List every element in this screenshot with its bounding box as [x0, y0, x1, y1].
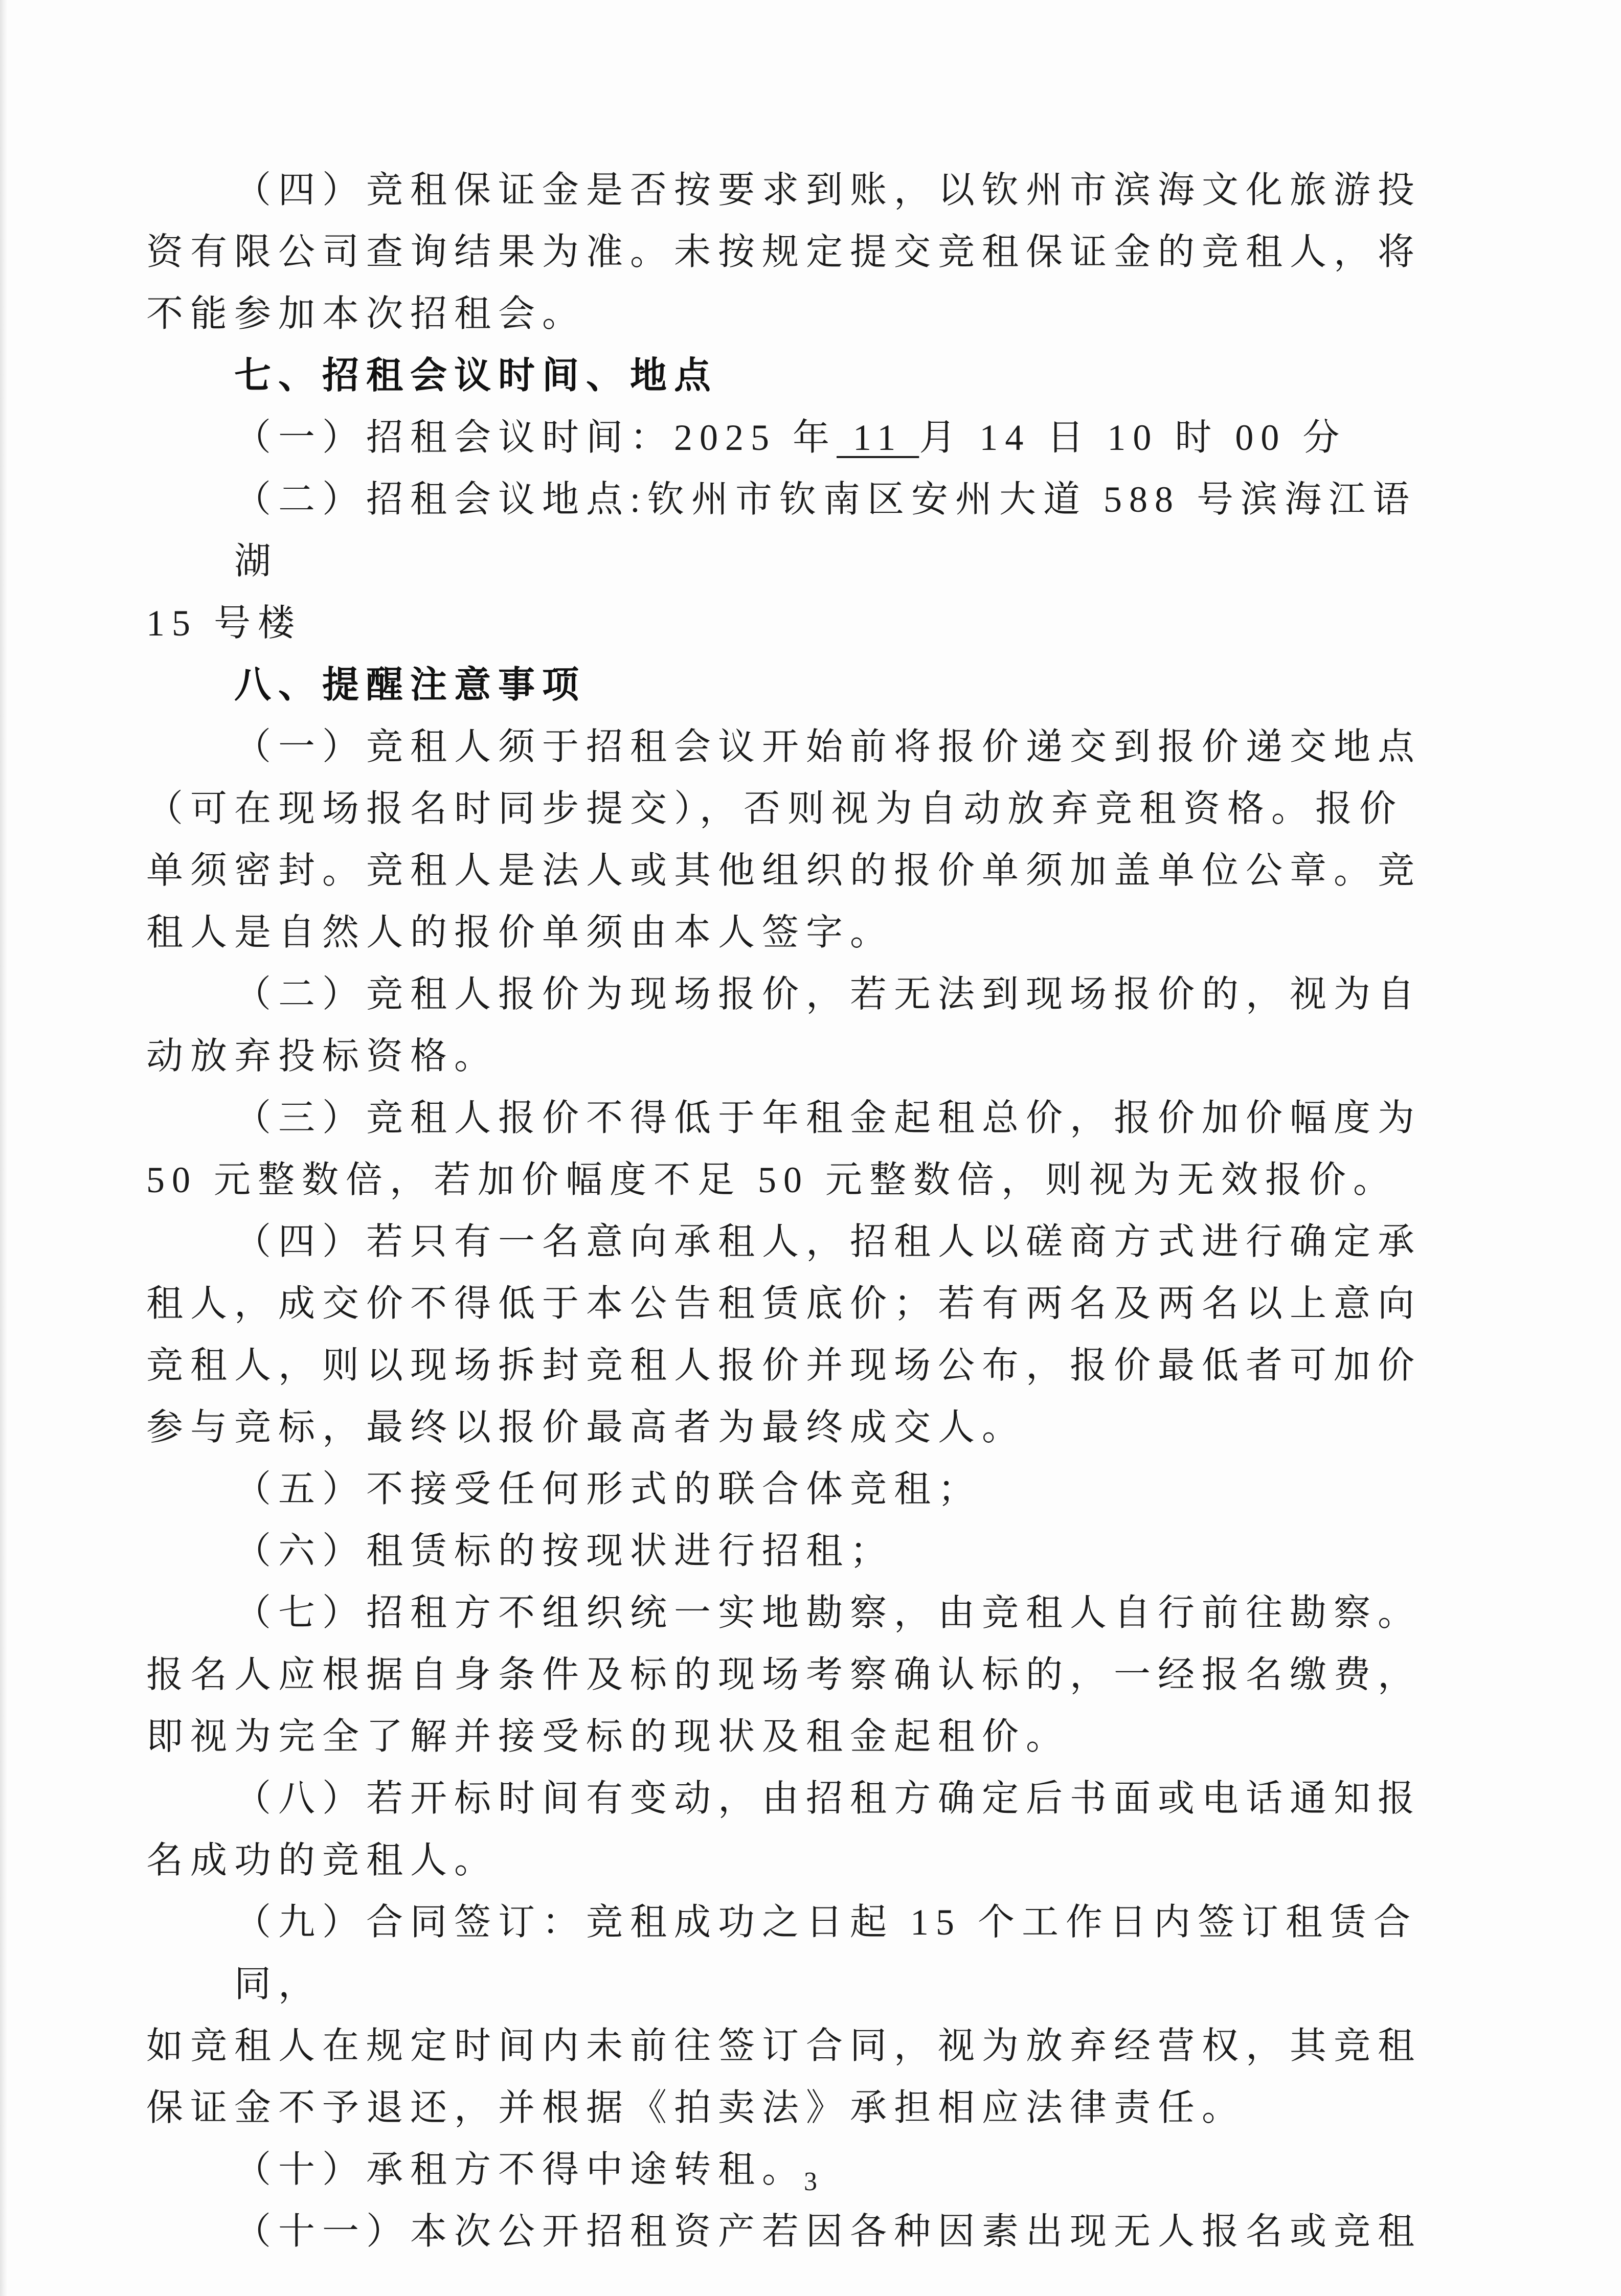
paragraph	[146, 964, 1440, 1087]
text-line	[146, 283, 1440, 345]
paragraph	[146, 1087, 1440, 1211]
text-line	[146, 407, 1440, 469]
text-line	[146, 1273, 1440, 1335]
text-line	[146, 1211, 1440, 1273]
section-heading	[146, 345, 1440, 407]
text-segment: 八、提醒注意事项	[234, 665, 587, 706]
text-line	[146, 2015, 1440, 2077]
text-segment: 七、招租会议时间、地点	[234, 355, 718, 396]
text-segment: 15 号楼	[146, 603, 302, 644]
text-line	[146, 1520, 1440, 1582]
text-segment: 即视为完全了解并接受标的现状及租金起租价。	[146, 1716, 1070, 1757]
text-segment: 租人是自然人的报价单须由本人签字。	[146, 912, 894, 953]
text-segment: （十一）本次公开招租资产若因各种因素出现无人报名或竞租	[234, 2211, 1422, 2252]
paragraph	[146, 1768, 1440, 1892]
paragraph	[146, 1211, 1440, 1459]
underlined-value: 11	[837, 417, 919, 458]
paragraph	[146, 1459, 1440, 1520]
text-line	[146, 1335, 1440, 1397]
text-line	[146, 1768, 1440, 1830]
text-line	[146, 902, 1440, 964]
text-segment: （九）合同签订：竞租成功之日起 15 个工作日内签订租赁合同，	[234, 1902, 1418, 2005]
text-line	[146, 1459, 1440, 1520]
text-line	[146, 654, 1440, 716]
text-segment: （四）若只有一名意向承租人，招租人以磋商方式进行确定承	[234, 1221, 1422, 1262]
text-segment: （五）不接受任何形式的联合体竞租；	[234, 1469, 982, 1510]
paragraph	[146, 1892, 1440, 2139]
text-segment: （七）招租方不组织统一实地勘察，由竞租人自行前往勘察。	[234, 1593, 1422, 1633]
text-segment: （一）招租会议时间：2025 年	[234, 417, 837, 458]
page-number: 3	[804, 2167, 817, 2196]
paragraph	[146, 407, 1440, 469]
text-segment: （六）租赁标的按现状进行招租；	[234, 1531, 894, 1572]
text-line	[146, 840, 1440, 902]
text-line	[146, 1026, 1440, 1087]
text-segment: 50 元整数倍，若加价幅度不足 50 元整数倍，则视为无效报价。	[146, 1160, 1398, 1200]
text-line	[146, 345, 1440, 407]
text-line	[146, 1149, 1440, 1211]
paragraph	[146, 160, 1440, 345]
text-line	[146, 221, 1440, 283]
text-segment: 动放弃投标资格。	[146, 1036, 499, 1077]
text-segment: （二）招租会议地点:钦州市钦南区安州大道 588 号滨海江语湖	[234, 479, 1417, 582]
text-segment: 资有限公司查询结果为准。未按规定提交竞租保证金的竞租人，将	[146, 232, 1422, 272]
document-content	[146, 160, 1440, 2263]
text-segment: 月 14 日 10 时 00 分	[919, 417, 1347, 458]
text-segment: 名成功的竞租人。	[146, 1840, 499, 1881]
text-line	[146, 593, 1440, 654]
text-line	[146, 1830, 1440, 1892]
text-line	[146, 1892, 1440, 2015]
text-line	[146, 1397, 1440, 1459]
text-segment: 保证金不予退还，并根据《拍卖法》承担相应法律责任。	[146, 2087, 1246, 2128]
text-line	[146, 1087, 1440, 1149]
text-line	[146, 778, 1440, 840]
text-line	[146, 1644, 1440, 1706]
paragraph	[146, 1520, 1440, 1582]
text-segment: （八）若开标时间有变动，由招租方确定后书面或电话通知报	[234, 1778, 1422, 1819]
text-line	[146, 1706, 1440, 1768]
text-line	[146, 1582, 1440, 1644]
text-segment: （三）竞租人报价不得低于年租金起租总价，报价加价幅度为	[234, 1098, 1422, 1139]
text-line	[146, 716, 1440, 778]
text-line	[146, 469, 1440, 593]
text-segment: 单须密封。竞租人是法人或其他组织的报价单须加盖单位公章。竞	[146, 850, 1422, 891]
page-footer	[0, 2167, 1621, 2197]
text-segment: （可在现场报名时同步提交），否则视为自动放弃竞租资格。报价	[146, 788, 1404, 829]
text-segment: （四）竞租保证金是否按要求到账，以钦州市滨海文化旅游投	[234, 170, 1422, 211]
text-segment: 租人，成交价不得低于本公告租赁底价；若有两名及两名以上意向	[146, 1283, 1422, 1324]
text-segment: （二）竞租人报价为现场报价，若无法到现场报价的，视为自	[234, 974, 1422, 1015]
paragraph	[146, 716, 1440, 964]
text-line	[146, 2077, 1440, 2139]
paragraph	[146, 469, 1440, 654]
text-segment: 报名人应根据自身条件及标的现场考察确认标的，一经报名缴费，	[146, 1654, 1422, 1695]
text-segment: （一）竞租人须于招租会议开始前将报价递交到报价递交地点	[234, 726, 1422, 767]
text-segment: 参与竞标，最终以报价最高者为最终成交人。	[146, 1407, 1026, 1448]
text-segment: 不能参加本次招租会。	[146, 293, 587, 334]
text-segment: （十）承租方不得中途转租。	[234, 2149, 806, 2190]
paragraph	[146, 2201, 1440, 2263]
text-segment: 竞租人，则以现场拆封竞租人报价并现场公布，报价最低者可加价	[146, 1345, 1422, 1386]
scan-edge-artifact	[0, 0, 7, 2296]
text-segment: 如竞租人在规定时间内未前往签订合同，视为放弃经营权，其竞租	[146, 2026, 1422, 2066]
text-line	[146, 160, 1440, 221]
paragraph	[146, 1582, 1440, 1768]
text-line	[146, 2201, 1440, 2263]
section-heading	[146, 654, 1440, 716]
text-line	[146, 964, 1440, 1026]
